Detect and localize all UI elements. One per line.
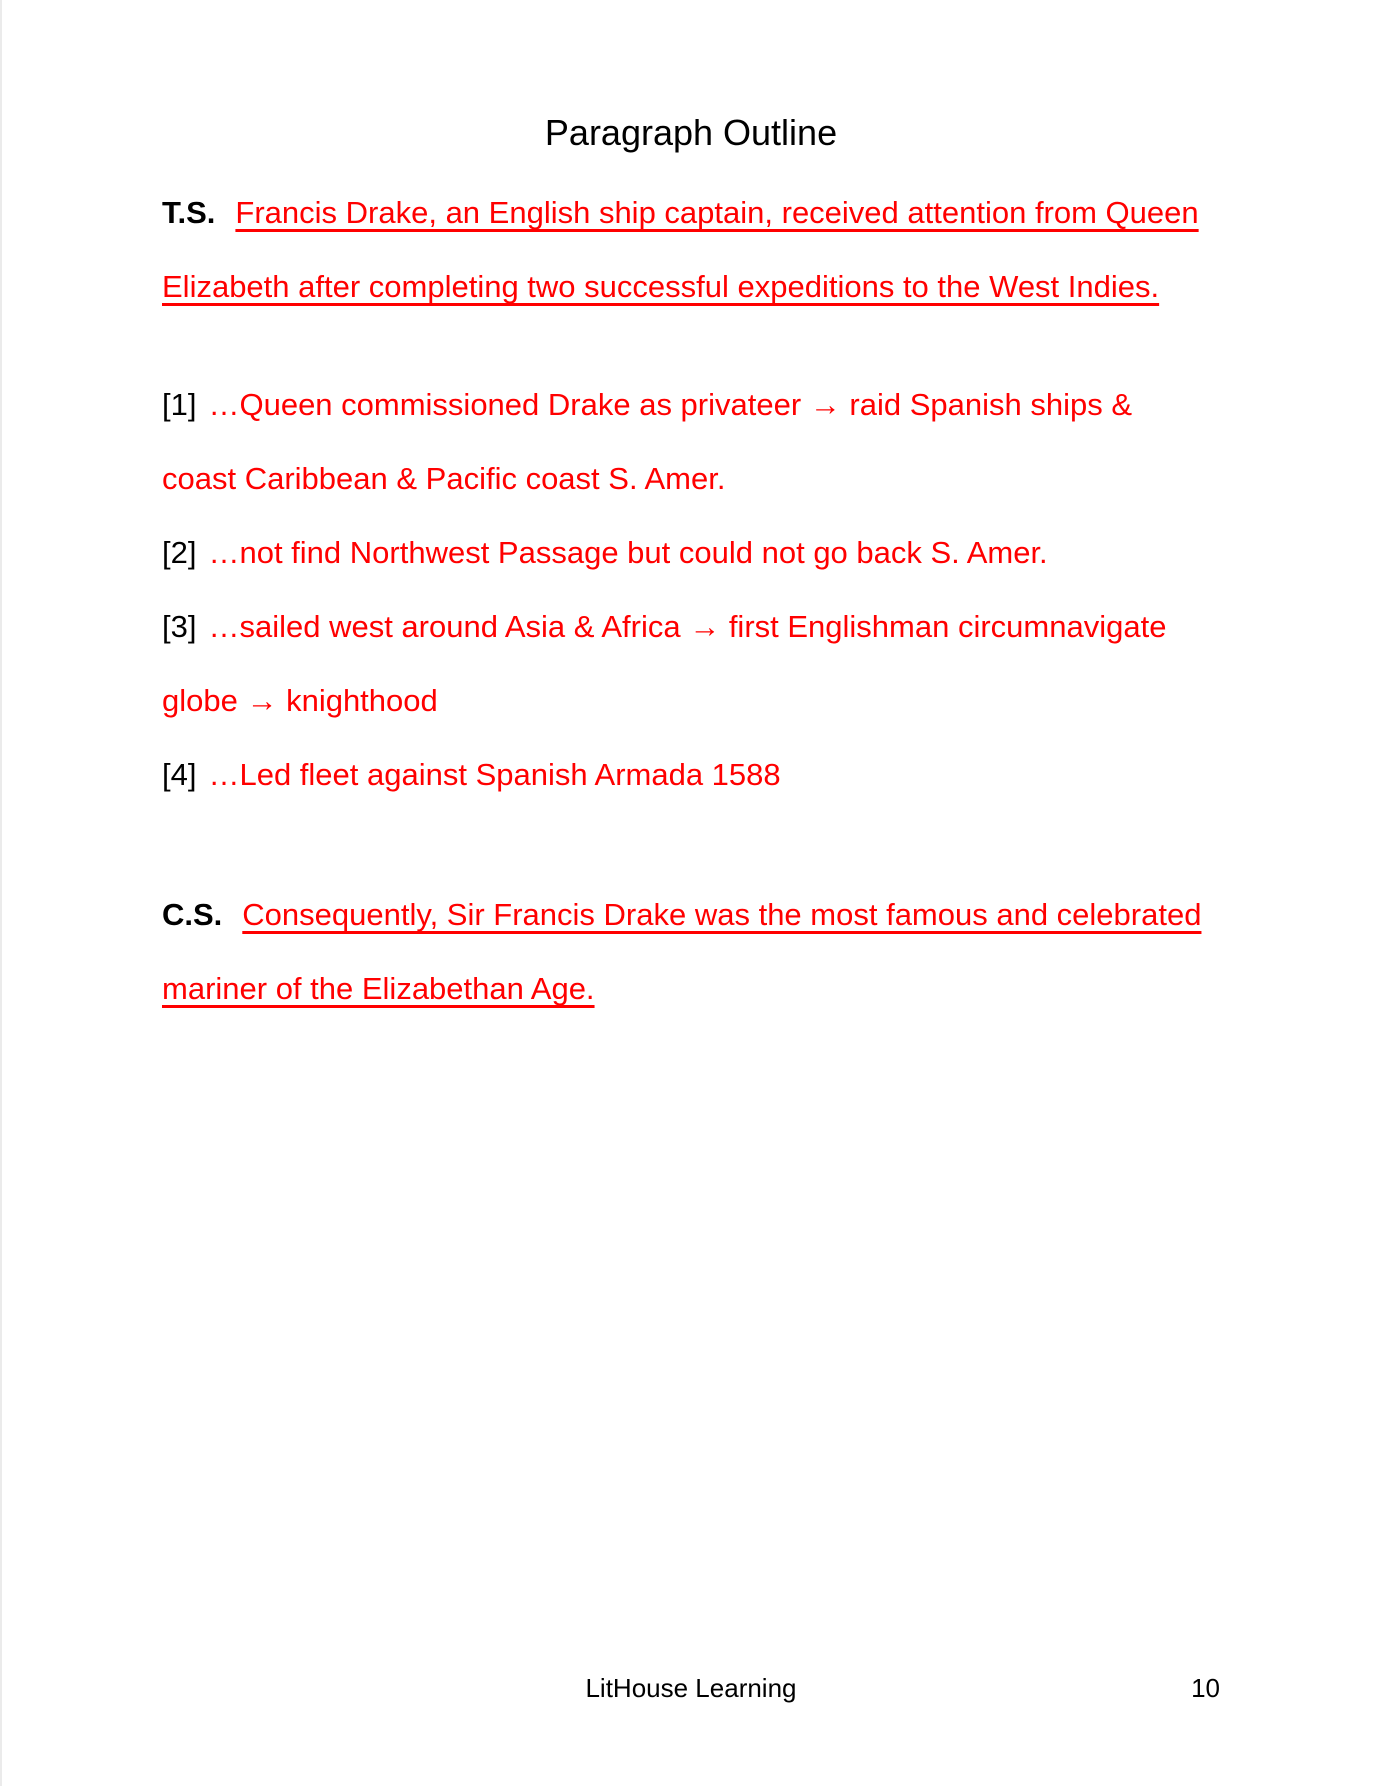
topic-sentence-text-1: Francis Drake, an English ship captain, received attention from Queen [235, 195, 1199, 230]
topic-sentence-block [2, 176, 1380, 324]
point-4-label: [4] [162, 757, 197, 792]
point-4-text-1: …Led fleet against Spanish Armada 1588 [208, 757, 781, 792]
topic-sentence-label: T.S. [162, 195, 216, 230]
topic-sentence-line-2 [162, 250, 1340, 324]
page-footer [2, 1668, 1380, 1708]
point-1-text-2: coast Caribbean & Pacific coast S. Amer. [162, 461, 726, 496]
outline-point-3 [162, 590, 1340, 738]
point-3-line-1 [162, 590, 1340, 664]
point-2-text-1: …not find Northwest Passage but could not go back S. Amer. [208, 535, 1048, 570]
concluding-sentence-line-1 [162, 878, 1340, 952]
point-2-line-1 [162, 516, 1340, 590]
topic-sentence-text-2: Elizabeth after completing two successful expeditions to the West Indies. [162, 269, 1160, 304]
outline-point-2 [162, 516, 1340, 590]
point-2-label: [2] [162, 535, 197, 570]
point-3-text-1: …sailed west around Asia & Africa → first Englishman circumnavigate [208, 609, 1167, 644]
concluding-sentence-text-1: Consequently, Sir Francis Drake was the most famous and celebrated [242, 897, 1202, 932]
point-1-line-1 [162, 368, 1340, 442]
outline-point-4 [162, 738, 1340, 812]
concluding-sentence-label: C.S. [162, 897, 223, 932]
footer-brand-text: LitHouse Learning [585, 1673, 797, 1703]
outline-point-1 [162, 368, 1340, 516]
concluding-sentence-line-2 [162, 952, 1340, 1026]
page-number: 10 [1191, 1673, 1220, 1703]
point-1-label: [1] [162, 387, 197, 422]
concluding-sentence-text-2: mariner of the Elizabethan Age. [162, 971, 595, 1006]
point-1-line-2 [162, 442, 1340, 516]
point-3-label: [3] [162, 609, 197, 644]
concluding-sentence-block [2, 878, 1380, 1026]
point-3-text-2: globe → knighthood [162, 683, 438, 718]
point-3-line-2 [162, 664, 1340, 738]
topic-sentence-line-1 [162, 176, 1340, 250]
point-1-text-1: …Queen commissioned Drake as privateer → raid Spanish ships & [208, 387, 1132, 422]
page-title: Paragraph Outline [544, 112, 838, 153]
point-4-line-1 [162, 738, 1340, 812]
outline-points-block [2, 368, 1380, 812]
